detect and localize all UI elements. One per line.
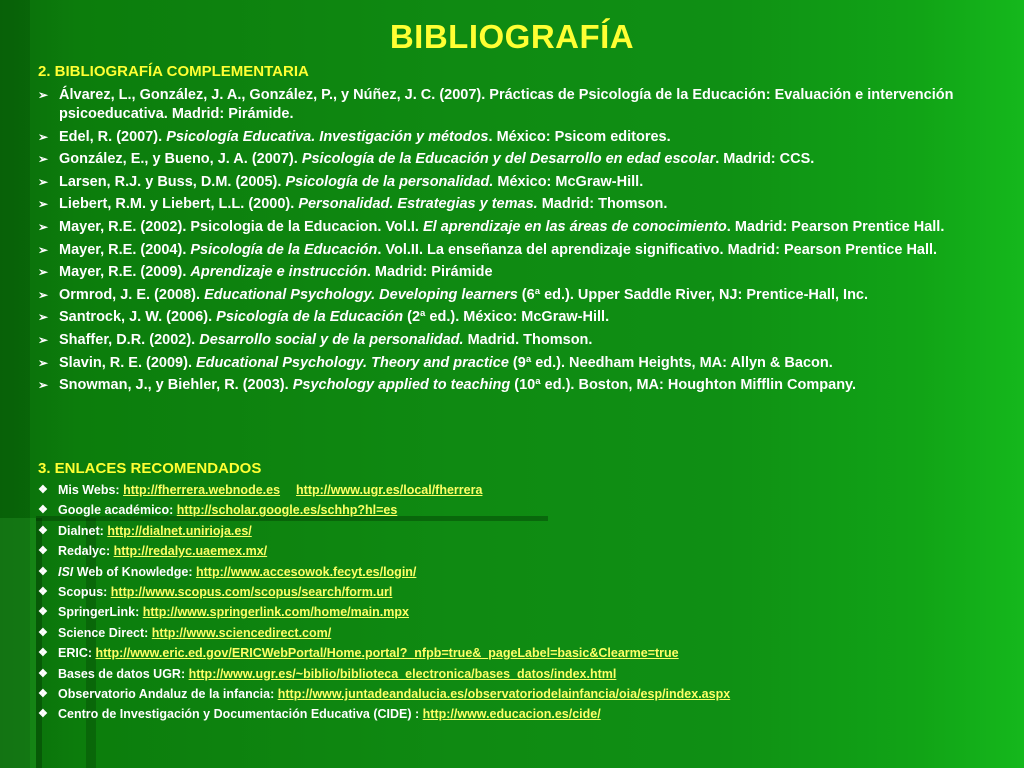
link-dialnet[interactable]: http://dialnet.unirioja.es/ — [107, 523, 252, 538]
reference-text: Mayer, R.E. (2004). — [59, 241, 191, 258]
arrow-bullet-icon: ➢ — [38, 332, 49, 347]
links-list — [38, 482, 998, 727]
list-item-google-academico — [38, 502, 998, 519]
reference-title: Educational Psychology. Developing learners — [204, 286, 518, 303]
list-item-observatorio-infancia — [38, 686, 998, 703]
arrow-bullet-icon: ➢ — [38, 129, 49, 144]
arrow-bullet-icon: ➢ — [38, 88, 49, 102]
link-label: Mis Webs: — [58, 483, 124, 497]
list-item-dialnet — [38, 523, 998, 540]
decorative-bar — [0, 518, 36, 768]
reference-text: . Vol.II. La enseñanza del aprendizaje significativo. Madrid: Pearson Prentice Hall. — [377, 241, 938, 258]
reference-item — [38, 263, 988, 282]
diamond-bullet-icon: ❖ — [38, 565, 48, 578]
link-label: Scopus: — [58, 584, 111, 599]
diamond-bullet-icon: ❖ — [38, 504, 48, 517]
diamond-bullet-icon: ❖ — [38, 626, 48, 639]
reference-text: Snowman, J., y Biehler, R. (2003). — [59, 377, 293, 394]
reference-text: Ormrod, J. E. (2008). — [59, 286, 205, 303]
reference-item — [38, 376, 988, 395]
reference-text: Slavin, R. E. (2009). — [59, 354, 196, 371]
reference-item — [38, 128, 988, 147]
reference-item — [38, 354, 988, 373]
reference-text: (9ª ed.). Needham Heights, MA: Allyn & Bacon. — [508, 354, 833, 371]
arrow-bullet-icon: ➢ — [38, 197, 49, 212]
reference-item — [38, 241, 988, 260]
reference-text: . Madrid: Pearson Prentice Hall. — [726, 218, 945, 235]
diamond-bullet-icon: ❖ — [38, 687, 48, 700]
reference-text: (10ª ed.). Boston, MA: Houghton Mifflin Company. — [510, 377, 857, 394]
arrow-bullet-icon: ➢ — [38, 219, 49, 234]
arrow-bullet-icon: ➢ — [38, 378, 49, 393]
reference-text: Larsen, R.J. y Buss, D.M. (2005). — [59, 173, 286, 190]
reference-item — [38, 195, 988, 214]
link-redalyc[interactable]: http://redalyc.uaemex.mx/ — [113, 544, 268, 559]
reference-text: Madrid. Thomson. — [463, 331, 593, 348]
arrow-bullet-icon: ➢ — [38, 310, 49, 325]
reference-title: Aprendizaje e instrucción — [190, 264, 367, 281]
diamond-bullet-icon: ❖ — [38, 585, 48, 598]
reference-text: Mayer, R.E. (2009). — [59, 264, 191, 281]
reference-text: (6ª ed.). Upper Saddle River, NJ: Prentice-Hall, Inc. — [517, 286, 869, 303]
reference-item — [38, 86, 988, 124]
reference-text: Madrid: Thomson. — [537, 196, 668, 213]
reference-title: Psicología de la Educación y del Desarrollo en edad escolar — [301, 151, 716, 168]
reference-text: Mayer, R.E. (2002). Psicologia de la Educacion. Vol.I. — [59, 218, 423, 235]
reference-text: . Madrid: CCS. — [715, 151, 815, 168]
reference-text: González, E., y Bueno, J. A. (2007). — [59, 151, 302, 168]
reference-item — [38, 331, 988, 350]
arrow-bullet-icon: ➢ — [38, 355, 49, 370]
link-label: Dialnet: — [58, 523, 108, 538]
list-item-mis-webs — [38, 482, 998, 499]
link-label: Redalyc: — [58, 544, 114, 559]
reference-title: Psicología de la Educación — [216, 309, 404, 326]
list-item-isi-web-of-knowledge — [38, 564, 998, 581]
reference-text: Shaffer, D.R. (2002). — [59, 331, 200, 348]
link-label: Bases de datos UGR: — [58, 666, 189, 681]
reference-title: Psicología de la Educación — [190, 241, 378, 258]
link-cide[interactable]: http://www.educacion.es/cide/ — [422, 707, 601, 722]
link-label-italic: ISI — [58, 564, 74, 579]
list-item-scopus — [38, 584, 998, 601]
diamond-bullet-icon: ❖ — [38, 606, 48, 619]
links-heading: 3. ENLACES RECOMENDADOS — [38, 460, 262, 477]
reference-item — [38, 150, 988, 169]
reference-text: Edel, R. (2007). — [59, 128, 167, 145]
list-item-cide — [38, 706, 998, 723]
list-item-bases-datos-ugr — [38, 666, 998, 683]
link-isi-web-of-knowledge[interactable]: http://www.accesowok.fecyt.es/login/ — [195, 564, 417, 579]
list-item-springerlink — [38, 604, 998, 621]
diamond-bullet-icon: ❖ — [38, 524, 48, 537]
link-label: Google académico: — [58, 503, 177, 518]
reference-item — [38, 286, 988, 305]
reference-title: Desarrollo social y de la personalidad. — [199, 331, 464, 348]
link-scopus[interactable]: http://www.scopus.com/scopus/search/form.url — [110, 584, 393, 599]
diamond-bullet-icon: ❖ — [38, 667, 48, 680]
reference-title: Psicología Educativa. Investigación y métodos — [166, 128, 489, 145]
reference-text: . Madrid: Pirámide — [366, 264, 493, 281]
reference-text: Santrock, J. W. (2006). — [59, 309, 217, 326]
reference-text: México: McGraw-Hill. — [493, 173, 644, 190]
reference-text: (2ª ed.). México: McGraw-Hill. — [403, 309, 610, 326]
arrow-bullet-icon: ➢ — [38, 287, 49, 302]
arrow-bullet-icon: ➢ — [38, 265, 49, 280]
reference-text: Álvarez, L., González, J. A., González, P., y Núñez, J. C. (2007). Prácticas de Psicología de la Educación: Evaluación e intervención psicoeducativa. Madrid: Pirámide. — [59, 87, 954, 122]
link-label: Web of Knowledge: — [73, 564, 196, 579]
diamond-bullet-icon: ❖ — [38, 545, 48, 558]
link-label: Observatorio Andaluz de la infancia: — [58, 686, 278, 701]
reference-title: Educational Psychology. Theory and practice — [196, 354, 509, 371]
link-bases-datos-ugr[interactable]: http://www.ugr.es/~biblio/biblioteca_electronica/bases_datos/index.html — [188, 666, 617, 681]
reference-text: Liebert, R.M. y Liebert, L.L. (2000). — [59, 196, 299, 213]
link-label: Science Direct: — [58, 625, 152, 640]
link-springerlink[interactable]: http://www.springerlink.com/home/main.mpx — [142, 605, 409, 620]
list-item-science-direct — [38, 625, 998, 642]
page-title: BIBLIOGRAFÍA — [389, 18, 635, 55]
arrow-bullet-icon: ➢ — [38, 174, 49, 189]
diamond-bullet-icon: ❖ — [38, 484, 48, 496]
list-item-eric — [38, 645, 998, 662]
link-science-direct[interactable]: http://www.sciencedirect.com/ — [151, 625, 332, 640]
arrow-bullet-icon: ➢ — [38, 242, 49, 257]
link-label: ERIC: — [58, 646, 96, 661]
reference-text: . México: Psicom editores. — [488, 128, 671, 145]
link-eric[interactable]: http://www.eric.ed.gov/ERICWebPortal/Home.portal?_nfpb=true&_pageLabel=basic&Clearme=true — [95, 646, 679, 661]
arrow-bullet-icon: ➢ — [38, 152, 49, 167]
diamond-bullet-icon: ❖ — [38, 708, 48, 721]
bibliography-heading: 2. BIBLIOGRAFÍA COMPLEMENTARIA — [38, 63, 309, 80]
diamond-bullet-icon: ❖ — [38, 647, 48, 660]
link-label: SpringerLink: — [58, 605, 143, 620]
reference-title: Psychology applied to teaching — [292, 377, 511, 394]
reference-title: Personalidad. Estrategias y temas. — [298, 196, 538, 213]
reference-title: Psicología de la personalidad. — [285, 173, 494, 190]
bibliography-list — [38, 86, 988, 399]
link-ugr-fherrera[interactable]: http://www.ugr.es/local/fherrera — [296, 483, 483, 497]
reference-item — [38, 218, 988, 237]
reference-title: El aprendizaje en las áreas de conocimiento — [422, 218, 727, 235]
reference-item — [38, 173, 988, 192]
list-item-redalyc — [38, 543, 998, 560]
reference-item — [38, 308, 988, 327]
link-fherrera-webnode[interactable]: http://fherrera.webnode.es — [123, 483, 281, 497]
link-google-academico[interactable]: http://scholar.google.es/schhp?hl=es — [176, 503, 398, 518]
link-label: Centro de Investigación y Documentación Educativa (CIDE) : — [58, 707, 423, 722]
link-observatorio-infancia[interactable]: http://www.juntadeandalucia.es/observatoriodelainfancia/oia/esp/index.aspx — [277, 686, 731, 701]
